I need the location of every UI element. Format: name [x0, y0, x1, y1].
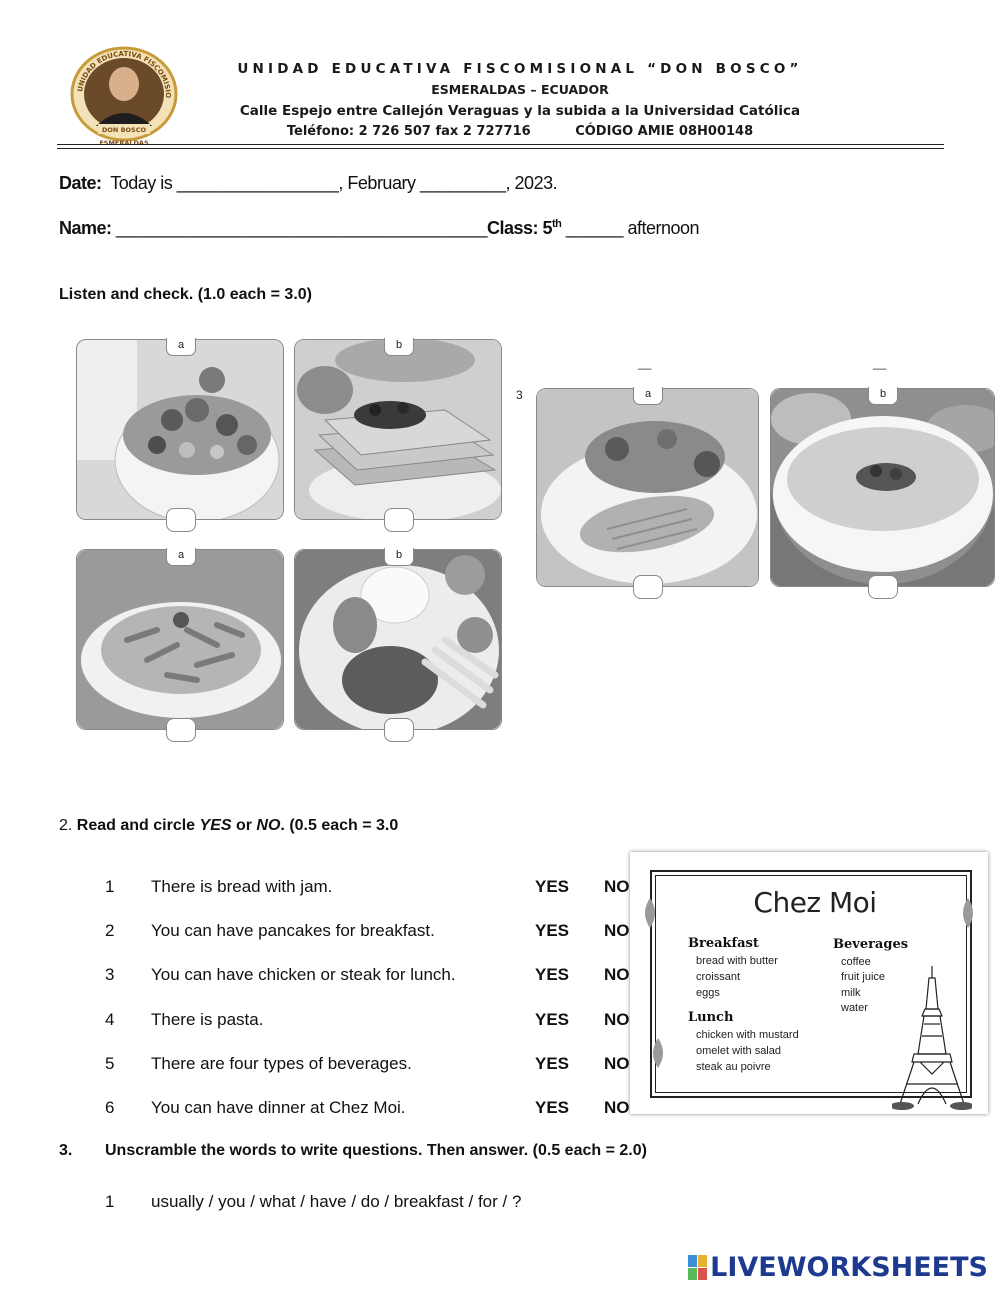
leaf-ornament-icon [640, 898, 660, 928]
menu-beverage-item: water [841, 1002, 868, 1014]
cream-soup-photo [771, 389, 994, 586]
card-1a-tab: a [166, 338, 196, 356]
row-4-yes[interactable]: YES [535, 1010, 570, 1029]
card-1b-checkbox[interactable] [384, 508, 414, 532]
menu-breakfast-item: croissant [696, 971, 741, 983]
name-blank[interactable]: _______________________________________ [116, 218, 487, 238]
card-1a-checkbox[interactable] [166, 508, 196, 532]
menu-lunch-item: chicken with mustard [696, 1029, 799, 1041]
class-blank[interactable]: ______ afternoon [561, 218, 700, 238]
section2-title-post: . (0.5 each = 3.0 [280, 817, 399, 834]
liveworksheets-mark-icon [688, 1255, 707, 1280]
leaf-ornament-icon [648, 1038, 668, 1068]
photo-card-1b [294, 339, 502, 520]
class-superscript: th [552, 218, 562, 230]
row-2-no[interactable]: NO [604, 921, 630, 940]
photo-card-3a [536, 388, 759, 587]
photo-card-1a [76, 339, 284, 520]
section2-title-no: NO [256, 817, 281, 834]
logo-ring-text: UNIDAD EDUCATIVA FISCOMISIO [76, 49, 173, 99]
row-3-number: 3 [105, 965, 115, 984]
penne-pasta-photo [77, 550, 283, 729]
menu-title: Chez Moi [753, 886, 877, 919]
menu-breakfast-item: eggs [696, 987, 720, 999]
photo-card-2a [76, 549, 284, 730]
berries-granola-bowl-photo [77, 340, 283, 519]
menu-lunch-heading: Lunch [688, 1010, 734, 1025]
logo-bottom-text: DON BOSCO [101, 126, 147, 134]
grilled-chicken-salad-photo [537, 389, 758, 586]
row-1-text: There is bread with jam. [151, 877, 333, 896]
section1-title: Listen and check. (1.0 each = 3.0) [59, 286, 312, 303]
class-label: Class: 5 [486, 218, 553, 238]
row-6-no[interactable]: NO [604, 1098, 630, 1117]
card-3a-tab: a [633, 387, 663, 405]
row-6-number: 6 [105, 1098, 115, 1117]
item3a-dash: __ [638, 356, 652, 370]
leaf-ornament-icon [958, 898, 978, 928]
section2-number: 2. [59, 817, 73, 834]
card-2a-tab: a [166, 548, 196, 566]
row-5-text: There are four types of beverages. [151, 1054, 412, 1073]
card-2b-tab: b [384, 548, 414, 566]
card-3b-checkbox[interactable] [868, 575, 898, 599]
header-divider-thin [57, 148, 944, 149]
chez-moi-menu [630, 852, 988, 1114]
section3-item-text: usually / you / what / have / do / breakfast / for / ? [151, 1192, 522, 1211]
rice-beans-steak-photo [295, 550, 501, 729]
menu-breakfast-item: bread with butter [696, 955, 778, 967]
name-label: Name: [59, 218, 112, 238]
school-name: UNIDAD EDUCATIVA FISCOMISIONAL “DON BOSCO” [237, 61, 803, 77]
menu-beverages-heading: Beverages [833, 937, 909, 952]
section3-item-number: 1 [105, 1192, 115, 1211]
section3-title: Unscramble the words to write questions. Then answer. (0.5 each = 2.0) [105, 1142, 647, 1159]
row-1-yes[interactable]: YES [535, 877, 570, 896]
row-1-no[interactable]: NO [604, 877, 630, 896]
card-2b-checkbox[interactable] [384, 718, 414, 742]
menu-beverage-item: milk [841, 987, 861, 999]
row-6-text: You can have dinner at Chez Moi. [151, 1098, 406, 1117]
row-2-yes[interactable]: YES [535, 921, 570, 940]
liveworksheets-wordmark: LIVEWORKSHEETS [710, 1252, 988, 1283]
card-3b-tab: b [868, 387, 898, 405]
menu-breakfast-heading: Breakfast [688, 936, 759, 951]
date-line [59, 173, 557, 194]
date-label: Date: [59, 173, 102, 193]
header-divider [57, 144, 944, 145]
row-5-yes[interactable]: YES [535, 1054, 570, 1073]
row-2-text: You can have pancakes for breakfast. [151, 921, 435, 940]
section2-title [59, 817, 398, 835]
row-3-no[interactable]: NO [604, 965, 630, 984]
toast-with-jam-photo [295, 340, 501, 519]
card-3a-checkbox[interactable] [633, 575, 663, 599]
card-1b-tab: b [384, 338, 414, 356]
row-2-number: 2 [105, 921, 115, 940]
name-line [59, 218, 699, 239]
menu-lunch-item: steak au poivre [696, 1061, 771, 1073]
liveworksheets-logo[interactable] [688, 1252, 988, 1283]
section2-title-pre: Read and circle [76, 817, 200, 834]
item3b-dash: __ [873, 356, 887, 370]
row-5-no[interactable]: NO [604, 1054, 630, 1073]
menu-beverage-item: coffee [841, 956, 871, 968]
section2-title-yes: YES [199, 817, 232, 834]
menu-beverage-item: fruit juice [841, 971, 886, 983]
school-phone: Teléfono: 2 726 507 fax 2 727716 [286, 124, 531, 139]
menu-lunch-item: omelet with salad [696, 1045, 781, 1057]
photo-card-2b [294, 549, 502, 730]
item3-number: 3 [516, 388, 523, 402]
row-4-number: 4 [105, 1010, 115, 1029]
section2-title-or: or [231, 817, 257, 834]
school-city: ESMERALDAS – ECUADOR [431, 82, 609, 97]
eiffel-tower-icon [892, 964, 972, 1112]
row-5-number: 5 [105, 1054, 115, 1073]
row-1-number: 1 [105, 877, 115, 896]
school-amie-code: CÓDIGO AMIE 08H00148 [575, 124, 754, 139]
row-3-yes[interactable]: YES [535, 965, 570, 984]
row-4-text: There is pasta. [151, 1010, 264, 1029]
school-address: Calle Espejo entre Callejón Veraguas y la subida a la Universidad Católica [239, 103, 801, 119]
date-text[interactable]: Today is _________________, February _________, 2023. [110, 173, 558, 193]
logo-city-text: ESMERALDAS [99, 139, 149, 147]
row-4-no[interactable]: NO [604, 1010, 630, 1029]
photo-card-3b [770, 388, 995, 587]
row-3-text: You can have chicken or steak for lunch. [151, 965, 456, 984]
section3-number: 3. [59, 1142, 73, 1159]
school-contact [120, 124, 920, 139]
card-2a-checkbox[interactable] [166, 718, 196, 742]
row-6-yes[interactable]: YES [535, 1098, 570, 1117]
